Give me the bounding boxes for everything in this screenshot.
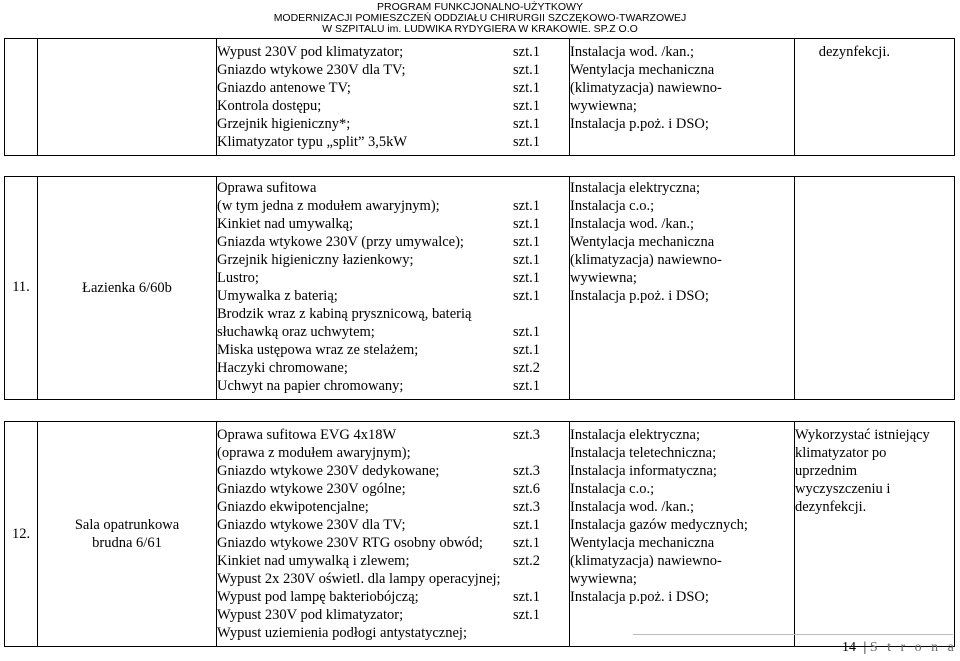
item-quantity: szt.3 — [513, 463, 540, 479]
list-item — [217, 444, 569, 462]
list-item — [217, 359, 569, 377]
item-quantity: szt.2 — [513, 553, 540, 569]
installations-list — [570, 177, 795, 400]
item-quantity: szt.3 — [513, 427, 540, 443]
installation-item: Instalacja wod. /kan.; — [570, 216, 695, 232]
item-label: słuchawką oraz uchwytem; — [217, 324, 375, 340]
item-label: Wypust 230V pod klimatyzator; — [217, 44, 404, 60]
item-label: Gniazda wtykowe 230V (przy umywalce); — [217, 234, 464, 250]
footer-separator: | — [863, 640, 867, 655]
item-label: Brodzik wraz z kabiną prysznicową, baterią — [217, 306, 472, 322]
installations-list — [570, 422, 795, 647]
item-quantity: szt.1 — [513, 535, 540, 551]
list-item — [217, 462, 569, 480]
installation-item: Instalacja wod. /kan.; — [570, 499, 695, 515]
item-label: Gniazdo wtykowe 230V dla TV; — [217, 62, 406, 78]
list-item — [217, 197, 569, 215]
list-item — [217, 552, 569, 570]
item-label: Grzejnik higieniczny łazienkowy; — [217, 252, 414, 268]
item-label: Gniazdo wtykowe 230V RTG osobny obwód; — [217, 535, 483, 551]
installation-item: (klimatyzacja) nawiewno- — [570, 252, 722, 268]
notes — [795, 422, 955, 647]
installation-item: Instalacja elektryczna; — [570, 427, 701, 443]
installation-item: Instalacja elektryczna; — [570, 180, 701, 196]
footer-rule — [633, 634, 953, 635]
note-line: dezynfekcji. — [795, 499, 867, 515]
list-item — [217, 79, 569, 97]
item-label: Lustro; — [217, 270, 259, 286]
installation-item: Wentylacja mechaniczna — [570, 62, 715, 78]
list-item — [217, 516, 569, 534]
list-item — [217, 133, 569, 151]
item-label: Wypust 230V pod klimatyzator; — [217, 607, 404, 623]
item-quantity: szt.1 — [513, 378, 540, 394]
list-item — [217, 570, 569, 588]
row-number: 11. — [5, 177, 38, 400]
list-item — [217, 480, 569, 498]
header-line-3: W SZPITALU im. LUDWIKA RYDYGIERA W KRAKOWIE. SP.Z O.O — [322, 23, 638, 35]
row-gap — [5, 400, 955, 422]
item-quantity: szt.1 — [513, 589, 540, 605]
item-quantity: szt.1 — [513, 44, 540, 60]
installation-item: Instalacja p.poż. i DSO; — [570, 116, 709, 132]
list-item — [217, 97, 569, 115]
installation-item: Instalacja p.poż. i DSO; — [570, 288, 709, 304]
item-label: Gniazdo wtykowe 230V dedykowane; — [217, 463, 440, 479]
item-label: (oprawa z modułem awaryjnym); — [217, 445, 411, 461]
notes — [795, 39, 955, 156]
item-label: Wypust pod lampę bakteriobójczą; — [217, 589, 419, 605]
list-item — [217, 588, 569, 606]
room-equipment-table — [4, 38, 955, 647]
item-label: Kontrola dostępu; — [217, 98, 322, 114]
item-label: (w tym jedna z modułem awaryjnym); — [217, 198, 440, 214]
item-label: Umywalka z baterią; — [217, 288, 338, 304]
item-label: Gniazdo ekwipotencjalne; — [217, 499, 369, 515]
item-quantity: szt.6 — [513, 481, 540, 497]
item-label: Wypust uziemienia podłogi antystatycznej; — [217, 625, 467, 641]
item-quantity: szt.1 — [513, 252, 540, 268]
list-item — [217, 341, 569, 359]
item-quantity: szt.2 — [513, 360, 540, 376]
item-label: Gniazdo antenowe TV; — [217, 80, 351, 96]
equipment-list — [217, 177, 570, 400]
item-label: Gniazdo wtykowe 230V ogólne; — [217, 481, 406, 497]
row-number — [5, 39, 38, 156]
table-row — [5, 177, 955, 400]
installation-item: Instalacja teletechniczna; — [570, 445, 717, 461]
item-quantity: szt.1 — [513, 517, 540, 533]
item-quantity: szt.1 — [513, 134, 540, 150]
list-item — [217, 287, 569, 305]
equipment-list — [217, 39, 570, 156]
item-label: Miska ustępowa wraz ze stelażem; — [217, 342, 419, 358]
list-item — [217, 624, 569, 642]
list-item — [217, 61, 569, 79]
room-name — [38, 39, 217, 156]
list-item — [217, 426, 569, 444]
item-quantity: szt.1 — [513, 324, 540, 340]
installation-item: wywiewna; — [570, 571, 637, 587]
installation-item: wywiewna; — [570, 98, 637, 114]
installation-item: (klimatyzacja) nawiewno- — [570, 80, 722, 96]
installation-item: Wentylacja mechaniczna — [570, 535, 715, 551]
item-label: Uchwyt na papier chromowany; — [217, 378, 404, 394]
installation-item: wywiewna; — [570, 270, 637, 286]
item-quantity: szt.1 — [513, 216, 540, 232]
installation-item: Instalacja p.poż. i DSO; — [570, 589, 709, 605]
installation-item: Instalacja gazów medycznych; — [570, 517, 748, 533]
item-label: Klimatyzator typu „split” 3,5kW — [217, 134, 408, 150]
item-quantity: szt.1 — [513, 80, 540, 96]
list-item — [217, 43, 569, 61]
notes — [795, 177, 955, 400]
list-item — [217, 269, 569, 287]
note-line: uprzednim — [795, 463, 858, 479]
item-label: Grzejnik higieniczny*; — [217, 116, 351, 132]
list-item — [217, 251, 569, 269]
table-row — [5, 422, 955, 647]
installation-item: Wentylacja mechaniczna — [570, 234, 715, 250]
item-quantity: szt.1 — [513, 234, 540, 250]
page-number: 14 — [842, 640, 856, 655]
item-label: Oprawa sufitowa EVG 4x18W — [217, 427, 397, 443]
note-line: Wykorzystać istniejący — [795, 427, 930, 443]
item-label: Kinkiet nad umywalką; — [217, 216, 354, 232]
note-line: klimatyzator po — [795, 445, 887, 461]
note-line: dezynfekcji. — [818, 44, 890, 60]
item-quantity: szt.1 — [513, 288, 540, 304]
list-item — [217, 498, 569, 516]
installation-item: Instalacja informatyczna; — [570, 463, 717, 479]
installation-item: (klimatyzacja) nawiewno- — [570, 553, 722, 569]
item-quantity: szt.1 — [513, 62, 540, 78]
installation-item: Instalacja c.o.; — [570, 198, 655, 214]
list-item — [217, 233, 569, 251]
item-quantity: szt.1 — [513, 607, 540, 623]
footer-label: S t r o n a — [869, 640, 957, 655]
list-item — [217, 534, 569, 552]
item-label: Oprawa sufitowa — [217, 180, 317, 196]
item-quantity: szt.1 — [513, 198, 540, 214]
row-number: 12. — [5, 422, 38, 647]
list-item — [217, 215, 569, 233]
equipment-list — [217, 422, 570, 647]
installation-item: Instalacja c.o.; — [570, 481, 655, 497]
page-footer — [842, 640, 957, 656]
note-line: wyczyszczeniu i — [795, 481, 891, 497]
list-item — [217, 606, 569, 624]
room-name: Sala opatrunkowa brudna 6/61 — [38, 422, 217, 647]
item-quantity: szt.1 — [513, 98, 540, 114]
item-label: Kinkiet nad umywalką i zlewem; — [217, 553, 410, 569]
item-quantity: szt.1 — [513, 270, 540, 286]
list-item — [217, 377, 569, 395]
installations-list — [570, 39, 795, 156]
item-label: Gniazdo wtykowe 230V dla TV; — [217, 517, 406, 533]
list-item — [217, 305, 569, 323]
item-quantity: szt.1 — [513, 116, 540, 132]
table-row — [5, 39, 955, 156]
list-item — [217, 323, 569, 341]
header-line-2: MODERNIZACJI POMIESZCZEŃ ODDZIAŁU CHIRURGII SZCZĘKOWO-TWARZOWEJ — [273, 12, 687, 24]
item-quantity: szt.1 — [513, 342, 540, 358]
header — [0, 2, 960, 35]
room-name: Łazienka 6/60b — [38, 177, 217, 400]
header-line-1: PROGRAM FUNKCJONALNO-UŻYTKOWY — [377, 1, 583, 13]
item-label: Wypust 2x 230V oświetl. dla lampy operacyjnej; — [217, 571, 501, 587]
row-gap — [5, 156, 955, 177]
item-label: Haczyki chromowane; — [217, 360, 348, 376]
list-item — [217, 115, 569, 133]
item-quantity: szt.3 — [513, 499, 540, 515]
installation-item: Instalacja wod. /kan.; — [570, 44, 695, 60]
list-item — [217, 179, 569, 197]
